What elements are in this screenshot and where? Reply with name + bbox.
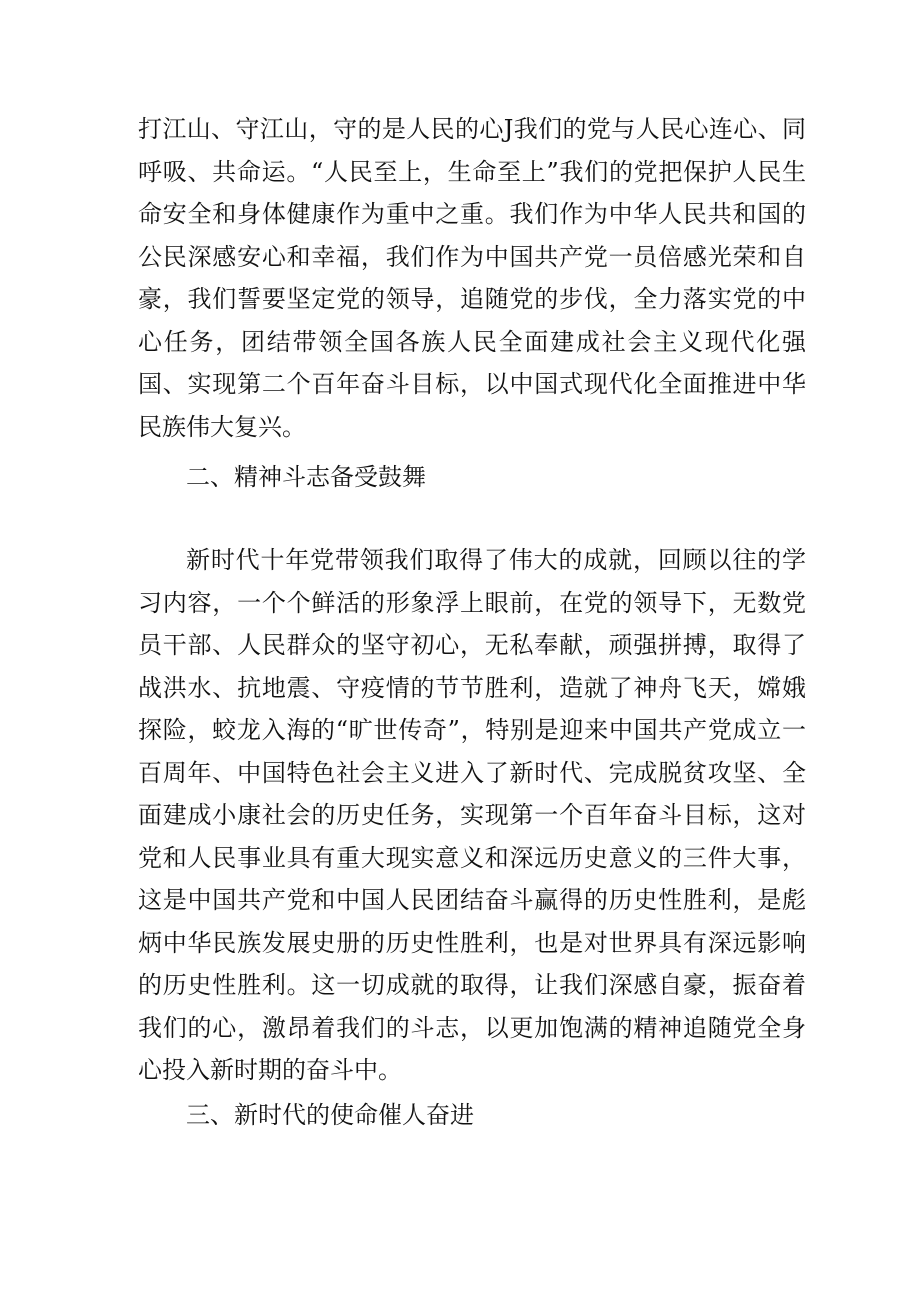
- paragraph-continued: 打江山、守江山，守的是人民的心J我们的党与人民心连心、同呼吸、共命运。“人民至上，生命至上”我们的党把保护人民生命安全和身体健康作为重中之重。我们作为中华人民共和国的公民深感安心和幸福，我们作为中国共产党一员倍感光荣和自豪，我们誓要坚定党的领导，追随党的步伐，全力落实党的中心任务，团结带领全国各族人民全面建成社会主义现代化强国、实现第二个百年奋斗目标，以中国式现代化全面推进中华民族伟大复兴。: [138, 115, 806, 441]
- paragraph-section-2: 新时代十年党带领我们取得了伟大的成就，回顾以往的学习内容，一个个鲜活的形象浮上眼前，在党的领导下，无数党员干部、人民群众的坚守初心，无私奉献，顽强拼搏，取得了战洪水、抗地震、守疫情的节节胜利，造就了神舟飞天，嫦娥探险，蛟龙入海的“旷世传奇”，特别是迎来中国共产党成立一百周年、中国特色社会主义进入了新时代、完成脱贫攻坚、全面建成小康社会的历史任务，实现第一个百年奋斗目标，这对党和人民事业具有重大现实意义和深远历史意义的三件大事，这是中国共产党和中国人民团结奋斗赢得的历史性胜利，是彪炳中华民族发展史册的历史性胜利，也是对世界具有深远影响的历史性胜利。这一切成就的取得，让我们深感自豪，振奋着我们的心，激昂着我们的斗志，以更加饱满的精神追随党全身心投入新时期的奋斗中。: [138, 546, 806, 1084]
- section-heading-2: 二、精神斗志备受鼓舞: [186, 463, 426, 491]
- section-heading-3: 三、新时代的使命催人奋进: [186, 1101, 474, 1129]
